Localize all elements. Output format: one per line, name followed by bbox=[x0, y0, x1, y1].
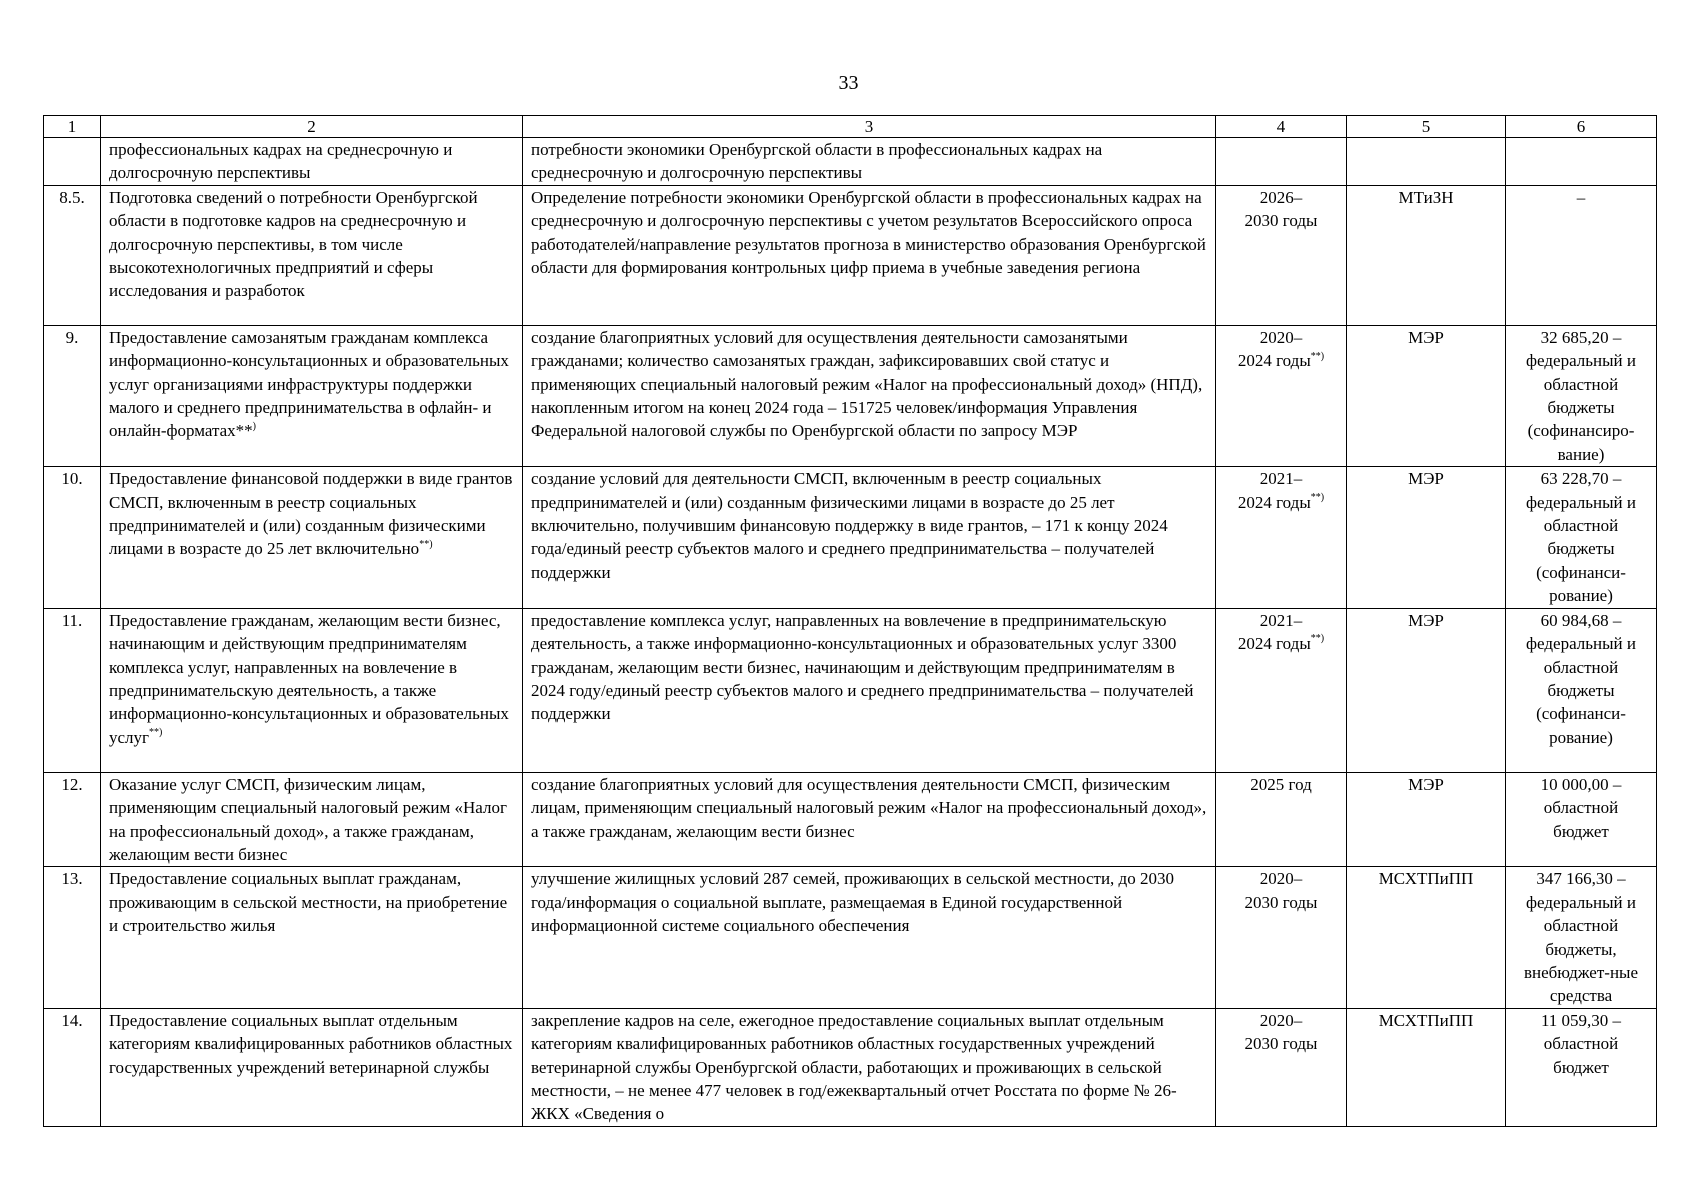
funding-cell bbox=[1506, 608, 1657, 772]
cell-text: профессиональных кадрах на среднесрочную и долгосрочную перспективы bbox=[109, 140, 453, 183]
cell-text: потребности экономики Оренбургской области в профессиональных кадрах на среднесрочную и долгосрочную перспективы bbox=[531, 140, 1103, 183]
cell-text: 2025 год bbox=[1250, 774, 1312, 794]
funding-cell bbox=[1506, 185, 1657, 325]
cell-text: 8.5. bbox=[59, 187, 85, 207]
executor-cell bbox=[1347, 772, 1506, 867]
row-number-cell bbox=[44, 185, 101, 325]
cell-text: МСХТПиПП bbox=[1378, 1010, 1474, 1030]
cell-text: создание благоприятных условий для осуществления деятельности СМСП, физическим лицам, применяющим специальный налоговый режим «Налог на профессиональный доход», а также гражданам, желающим вести бизнес bbox=[531, 774, 1207, 841]
cell-text: 9. bbox=[65, 327, 79, 347]
executor-cell bbox=[1347, 185, 1506, 325]
table-row bbox=[44, 867, 1657, 1008]
cell-text: 32 685,20 – федеральный и областной бюджеты (софинансиро-вание) bbox=[1526, 327, 1636, 464]
cell-text: 10. bbox=[61, 469, 83, 489]
funding-cell bbox=[1506, 772, 1657, 867]
cell-text: 14. bbox=[61, 1010, 83, 1030]
table-row bbox=[44, 1008, 1657, 1126]
cell-text: 2020– 2024 годы bbox=[1237, 327, 1311, 371]
expected-result-cell bbox=[523, 1008, 1216, 1126]
funding-cell bbox=[1506, 1008, 1657, 1126]
cell-text: 2021– 2024 годы bbox=[1237, 469, 1311, 512]
footnote-mark: ) bbox=[252, 420, 257, 432]
header-col-6: 6 bbox=[1506, 116, 1657, 138]
executor-cell bbox=[1347, 867, 1506, 1008]
measure-name-cell bbox=[101, 185, 523, 325]
cell-text: 2020– 2030 годы bbox=[1244, 869, 1318, 912]
measures-table bbox=[43, 115, 1657, 1127]
cell-text: предоставление комплекса услуг, направленных на вовлечение в предпринимательскую деятельность, а также информационно-консультационных и образовательных услуг 3300 гражданам, желающим вести бизнес, начинающим и действующим предпринимателям в 2024 году/единый реестр субъектов малого и среднего предпринимательства – получателей поддержки bbox=[531, 610, 1194, 724]
measure-name-cell bbox=[101, 467, 523, 608]
term-cell bbox=[1216, 608, 1347, 772]
funding-cell bbox=[1506, 325, 1657, 466]
page-number: 33 bbox=[838, 72, 859, 94]
cell-text: МТиЗН bbox=[1398, 187, 1454, 207]
measure-name-cell bbox=[101, 1008, 523, 1126]
cell-text: создание условий для деятельности СМСП, включенным в реестр социальных предпринимателей и (или) созданным физическими лицами в возрасте до 25 лет включительно, получившим финансовую поддержку в виде грантов, – 171 к концу 2024 года/единый реестр субъектов малого и среднего предпринимательства – получателей поддержки bbox=[531, 469, 1168, 582]
cell-text: 11 059,30 – областной бюджет bbox=[1540, 1010, 1622, 1077]
cell-text: 2026– 2030 годы bbox=[1244, 187, 1318, 231]
cell-text: Предоставление финансовой поддержки в виде грантов СМСП, включенным в реестр социальных предпринимателей и (или) созданным физическими лицами в возрасте до 25 лет включительно bbox=[109, 469, 513, 559]
table-row bbox=[44, 185, 1657, 325]
footnote-mark: **) bbox=[1310, 350, 1325, 362]
measure-name-cell bbox=[101, 867, 523, 1008]
cell-text: МЭР bbox=[1408, 469, 1444, 489]
cell-text: Предоставление гражданам, желающим вести бизнес, начинающим и действующим предпринимателям комплекса услуг, направленных на вовлечение в предпринимательскую деятельность, а также информационно-консультационных и образовательных услуг bbox=[109, 610, 509, 747]
expected-result-cell bbox=[523, 467, 1216, 608]
cell-text: Подготовка сведений о потребности Оренбургской области в подготовке кадров на среднесрочную и долгосрочную перспективы, в том числе высокотехнологичных предприятий и сферы исследования и разработок bbox=[109, 187, 478, 301]
cell-text: Предоставление социальных выплат отдельным категориям квалифицированных работников областных государственных учреждений ветеринарной службы bbox=[109, 1010, 513, 1077]
header-col-2: 2 bbox=[101, 116, 523, 138]
footnote-mark: **) bbox=[1310, 492, 1325, 503]
cell-text: 347 166,30 – федеральный и областной бюджеты, внебюджет-ные средства bbox=[1523, 869, 1639, 1006]
cell-text: Оказание услуг СМСП, физическим лицам, применяющим специальный налоговый режим «Налог на профессиональный доход», а также гражданам, желающим вести бизнес bbox=[109, 774, 507, 864]
executor-cell bbox=[1347, 467, 1506, 608]
table-row bbox=[44, 467, 1657, 608]
table-header-row bbox=[44, 116, 1657, 138]
row-number-cell bbox=[44, 467, 101, 608]
cell-text: МЭР bbox=[1408, 610, 1444, 630]
measure-name-cell bbox=[101, 772, 523, 867]
term-cell bbox=[1216, 867, 1347, 1008]
funding-cell bbox=[1506, 867, 1657, 1008]
row-number-cell bbox=[44, 325, 101, 466]
term-cell bbox=[1216, 1008, 1347, 1126]
measure-name-cell bbox=[101, 608, 523, 772]
table-row bbox=[44, 138, 1657, 186]
term-cell bbox=[1216, 467, 1347, 608]
expected-result-cell bbox=[523, 325, 1216, 466]
row-number-cell bbox=[44, 608, 101, 772]
footnote-mark: **) bbox=[149, 727, 163, 739]
measure-name-cell bbox=[101, 138, 523, 186]
cell-text: 60 984,68 – федеральный и областной бюджеты (софинанси-рование) bbox=[1526, 610, 1636, 747]
cell-text: создание благоприятных условий для осуществления деятельности самозанятыми гражданами; количество самозанятых граждан, зафиксировавших свой статус и применяющих специальный налоговый режим «Налог на профессиональный доход» (НПД), накопленным итогом на конец 2024 года – 151725 человек/информация Управления Федеральной налоговой службы по Оренбургской области по запросу МЭР bbox=[531, 327, 1203, 441]
header-col-4: 4 bbox=[1216, 116, 1347, 138]
expected-result-cell bbox=[523, 185, 1216, 325]
header-col-5: 5 bbox=[1347, 116, 1506, 138]
cell-text: 2021– 2024 годы bbox=[1237, 610, 1311, 654]
term-cell bbox=[1216, 138, 1347, 186]
cell-text: Предоставление социальных выплат гражданам, проживающим в сельской местности, на приобретение и строительство жилья bbox=[109, 869, 508, 936]
expected-result-cell bbox=[523, 867, 1216, 1008]
footnote-mark: **) bbox=[1310, 633, 1325, 645]
table-row bbox=[44, 325, 1657, 466]
executor-cell bbox=[1347, 608, 1506, 772]
header-col-1: 1 bbox=[44, 116, 101, 138]
term-cell bbox=[1216, 185, 1347, 325]
cell-text: 13. bbox=[61, 869, 83, 889]
executor-cell bbox=[1347, 325, 1506, 466]
term-cell bbox=[1216, 772, 1347, 867]
term-cell bbox=[1216, 325, 1347, 466]
expected-result-cell bbox=[523, 608, 1216, 772]
expected-result-cell bbox=[523, 772, 1216, 867]
cell-text: Предоставление самозанятым гражданам комплекса информационно-консультационных и образовательных услуг организациями инфраструктуры поддержки малого и среднего предпринимательства в офлайн- и онлайн-форматах** bbox=[109, 327, 509, 441]
cell-text: улучшение жилищных условий 287 семей, проживающих в сельской местности, до 2030 года/информация о социальной выплате, размещаемая в Единой государственной информационной системе социального обеспечения bbox=[531, 869, 1174, 936]
row-number-cell bbox=[44, 1008, 101, 1126]
cell-text: 10 000,00 – областной бюджет bbox=[1540, 774, 1622, 841]
cell-text: Определение потребности экономики Оренбургской области в профессиональных кадрах на среднесрочную и долгосрочную перспективы с учетом результатов Всероссийского опроса работодателей/направление результатов прогноза в министерство образования Оренбургской области для формирования контрольных цифр приема в учебные заведения региона bbox=[531, 187, 1206, 278]
funding-cell bbox=[1506, 467, 1657, 608]
cell-text: закрепление кадров на селе, ежегодное предоставление социальных выплат отдельным категориям квалифицированных работников областных государственных учреждений ветеринарной службы Оренбургской области, работающих и проживающих в сельской местности, – не менее 477 человек в год/ежеквартальный отчет Росстата по форме № 26-ЖКХ «Сведения о bbox=[531, 1010, 1177, 1124]
cell-text: 2020– 2030 годы bbox=[1244, 1010, 1318, 1054]
cell-text: 12. bbox=[61, 774, 83, 794]
cell-text: – bbox=[1576, 187, 1586, 207]
executor-cell bbox=[1347, 138, 1506, 186]
header-col-3: 3 bbox=[523, 116, 1216, 138]
cell-text: 63 228,70 – федеральный и областной бюджеты (софинанси-рование) bbox=[1526, 469, 1636, 606]
expected-result-cell bbox=[523, 138, 1216, 186]
table-row bbox=[44, 772, 1657, 867]
table-row bbox=[44, 608, 1657, 772]
row-number-cell bbox=[44, 138, 101, 186]
cell-text: МЭР bbox=[1408, 774, 1444, 794]
executor-cell bbox=[1347, 1008, 1506, 1126]
table-body bbox=[44, 138, 1657, 1127]
row-number-cell bbox=[44, 772, 101, 867]
cell-text: 11. bbox=[61, 610, 83, 630]
row-number-cell bbox=[44, 867, 101, 1008]
measure-name-cell bbox=[101, 325, 523, 466]
footnote-mark: **) bbox=[419, 538, 433, 550]
funding-cell bbox=[1506, 138, 1657, 186]
cell-text: МЭР bbox=[1408, 327, 1444, 347]
cell-text: МСХТПиПП bbox=[1378, 869, 1474, 889]
